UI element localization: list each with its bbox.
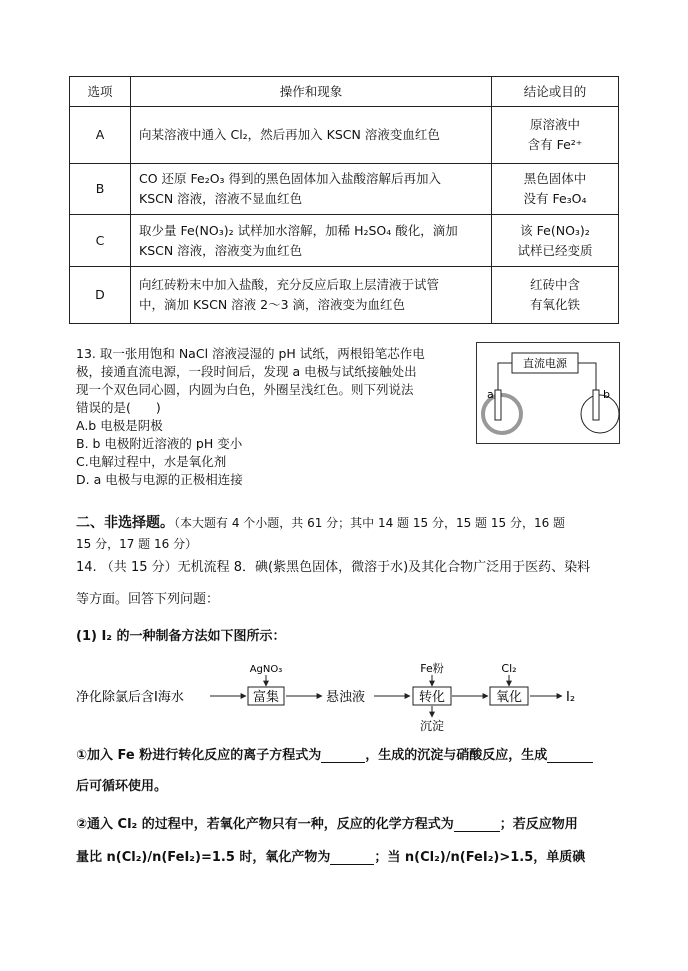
question-1-2-line-2 [76, 846, 636, 865]
wire-left [498, 363, 512, 392]
conclusion-line: 没有 Fe₃O₄ [523, 191, 587, 206]
conclusion-line: 该 Fe(NO₃)₂ [520, 222, 590, 238]
row-conclusion [492, 267, 619, 324]
table-row [70, 267, 619, 324]
row-operation [131, 215, 492, 267]
precipitate-label: 沉淀 [419, 719, 445, 732]
question-13-line: 现一个双色同心圆，内圆为白色，外圈呈浅红色。则下列说法 [76, 382, 414, 397]
paper-circle-b [581, 395, 619, 433]
table-row [70, 107, 619, 164]
question-14-line-2: 等方面。回答下列问题： [76, 592, 220, 607]
row-operation [131, 107, 492, 164]
flow-suspension: 悬浊液 [326, 690, 366, 705]
operation-line: 向某溶液中通入 Cl₂，然后再加入 KSCN 溶液变血红色 [139, 127, 440, 142]
agno3-label: AgNO₃ [249, 664, 283, 675]
q2-text-b: ；若反应物用 [499, 817, 578, 832]
electrode-b [593, 390, 599, 420]
table-row [70, 215, 619, 267]
box-enrich-label: 富集 [252, 690, 280, 705]
operation-line: CO 还原 Fe₂O₃ 得到的黑色固体加入盐酸溶解后再加入 [139, 171, 442, 186]
flow-start: 净化除氯后含I海水 [76, 690, 184, 705]
question-14-line: 14. （共 15 分）无机流程 8．碘(紫黑色固体，微溶于水)及其化合物广泛用于医药、染料 [76, 560, 591, 575]
row-operation [131, 164, 492, 215]
operation-line: 取少量 Fe(NO₃)₂ 试样加水溶解，加稀 H₂SO₄ 酸化，滴加 [139, 222, 458, 238]
table-header-row [70, 77, 619, 107]
iodine-flow-diagram [76, 658, 616, 732]
electrode-a-label: a [487, 388, 494, 401]
electrode-b-label: b [603, 388, 610, 401]
question-13 [76, 345, 476, 489]
part-1-title: (1) I₂ 的一种制备方法如下图所示： [76, 629, 286, 644]
table-row [70, 164, 619, 215]
conclusion-line: 黑色固体中 [523, 171, 587, 186]
section-2-note: （本大题有 4 个小题，共 61 分；其中 14 题 15 分，15 题 15 分，16 题 [174, 516, 566, 530]
section-2-note-2: 15 分，17 题 16 分） [76, 537, 198, 551]
box-oxidize-label: 氧化 [495, 690, 523, 705]
question-1-1 [76, 744, 636, 763]
box-convert-label: 转化 [418, 690, 446, 705]
flow-end: I₂ [566, 690, 576, 705]
answer-blank [321, 748, 365, 763]
electrolysis-diagram [476, 342, 620, 444]
conclusion-line: 含有 Fe²⁺ [527, 137, 583, 152]
option-a: A.b 电极是阴极 [76, 418, 163, 433]
row-conclusion [492, 107, 619, 164]
options-table [69, 76, 619, 324]
answer-blank [454, 817, 500, 832]
answer-blank [330, 850, 374, 865]
row-conclusion [492, 164, 619, 215]
power-supply-label: 直流电源 [523, 357, 567, 370]
q1-text-c: 后可循环使用。 [76, 779, 168, 794]
q2-text-c: 量比 n(Cl₂)/n(FeI₂)=1.5 时，氧化产物为 [76, 850, 331, 865]
header-operation: 操作和现象 [131, 77, 492, 107]
q2-text-a: ②通入 Cl₂ 的过程中，若氧化产物只有一种，反应的化学方程式为 [76, 817, 454, 832]
row-option: A [70, 107, 131, 164]
row-option: B [70, 164, 131, 215]
row-option: D [70, 267, 131, 324]
wire-right [578, 363, 596, 392]
header-conclusion: 结论或目的 [492, 77, 619, 107]
q2-text-d: ；当 n(Cl₂)/n(FeI₂)>1.5，单质碘 [374, 850, 586, 865]
conclusion-line: 红砖中含 [529, 277, 580, 292]
row-conclusion [492, 215, 619, 267]
question-13-line: 错误的是( ) [76, 400, 161, 415]
electrode-a [495, 390, 501, 420]
operation-line: 向红砖粉末中加入盐酸，充分反应后取上层清液于试管 [139, 277, 440, 292]
conclusion-line: 试样已经变质 [517, 242, 593, 258]
option-c: C.电解过程中，水是氧化剂 [76, 454, 227, 469]
section-2-title: 二、非选择题。 [76, 515, 174, 531]
row-operation [131, 267, 492, 324]
cl2-label: Cl₂ [501, 662, 517, 675]
question-13-line: 13. 取一张用饱和 NaCl 溶液浸湿的 pH 试纸，两根铅笔芯作电 [76, 346, 425, 361]
row-option: C [70, 215, 131, 267]
question-1-2 [76, 813, 636, 832]
operation-line: 中，滴加 KSCN 溶液 2～3 滴，溶液变为血红色 [139, 297, 406, 312]
option-d: D. a 电极与电源的正极相连接 [76, 472, 243, 487]
option-b: B. b 电极附近溶液的 pH 变小 [76, 436, 243, 451]
conclusion-line: 原溶液中 [529, 117, 580, 132]
answer-blank [547, 748, 593, 763]
operation-line: KSCN 溶液，溶液变为血红色 [139, 242, 303, 258]
q1-text-b: ，生成的沉淀与硝酸反应，生成 [365, 748, 548, 763]
conclusion-line: 有氧化铁 [529, 297, 580, 312]
q1-text-a: ①加入 Fe 粉进行转化反应的离子方程式为 [76, 748, 322, 763]
section-2-header [76, 512, 636, 535]
header-option: 选项 [70, 77, 131, 107]
question-13-line: 极，接通直流电源，一段时间后，发现 a 电极与试纸接触处出 [76, 364, 417, 379]
operation-line: KSCN 溶液，溶液不显血红色 [139, 191, 303, 206]
fe-label: Fe粉 [420, 662, 444, 675]
